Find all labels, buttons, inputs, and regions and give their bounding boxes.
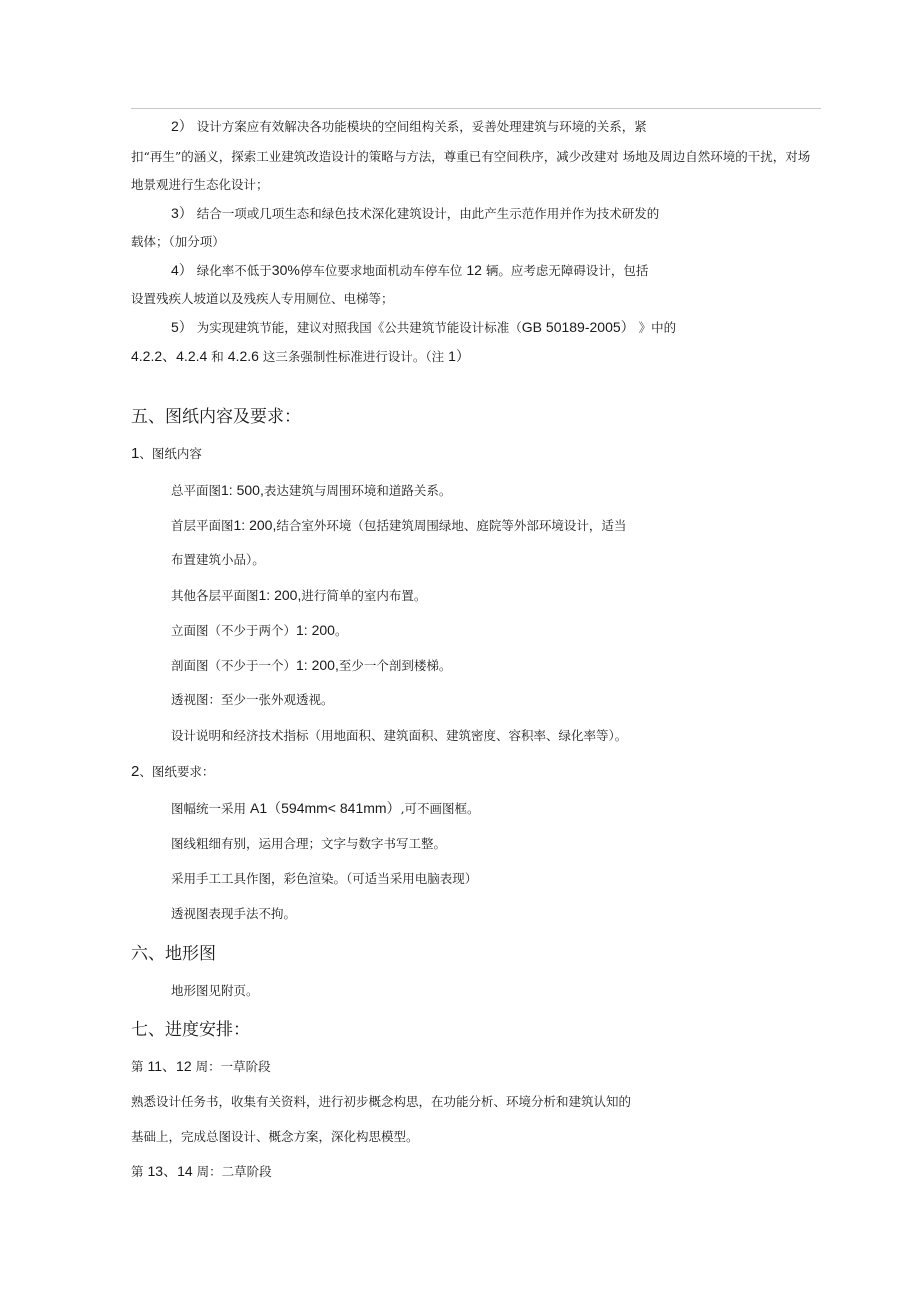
drawing-item-section: 剖面图（不少于一个）1: 200,至少一个剖到楼梯。 xyxy=(171,657,452,673)
item-3-line-2: 载体；（加分项） xyxy=(131,234,225,249)
drawing-item-description: 设计说明和经济技术指标（用地面积、建筑面积、建筑密度、容积率、绿化率等）。 xyxy=(171,728,628,743)
item-5-line-1: 5） 为实现建筑节能，建议对照我国《公共建筑节能设计标准（GB 50189-2005） 》中的 xyxy=(171,319,677,335)
requirement-perspective: 透视图表现手法不拘。 xyxy=(171,906,297,921)
schedule-week-11-12: 第 11、12 周：一草阶段 xyxy=(131,1058,271,1074)
item-4-line-2: 设置残疾人坡道以及残疾人专用厕位、电梯等； xyxy=(131,291,394,306)
section-5-1-heading: 1、图纸内容 xyxy=(131,445,202,462)
drawing-item-other-floors: 其他各层平面图1: 200,进行简单的室内布置。 xyxy=(171,587,427,603)
drawing-item-ground-floor: 首层平面图1: 200,结合室外环境（包括建筑周围绿地、庭院等外部环境设计，适当 xyxy=(171,517,627,533)
section-7-heading: 七、进度安排： xyxy=(131,1020,250,1040)
item-5-line-2: 4.2.2、4.2.4 和 4.2.6 这三条强制性标准进行设计。（注 1） xyxy=(131,348,470,364)
section-5-2-heading: 2、图纸要求： xyxy=(131,763,215,780)
item-3-line-1: 3） 结合一项或几项生态和绿色技术深化建筑设计，由此产生示范作用并作为技术研发的 xyxy=(171,205,660,221)
section-6-heading: 六、地形图 xyxy=(131,944,216,964)
drawing-item-perspective: 透视图：至少一张外观透视。 xyxy=(171,692,334,707)
requirement-sheet-size: 图幅统一采用 A1（594mm< 841mm）,可不画图框。 xyxy=(171,800,480,816)
header-rule xyxy=(131,108,821,109)
requirement-rendering: 采用手工工具作图，彩色渲染。（可适当采用电脑表现） xyxy=(171,871,478,886)
item-2-line-3: 地景观进行生态化设计； xyxy=(131,177,269,192)
item-4-line-1: 4） 绿化率不低于30%停车位要求地面机动车停车位 12 辆。应考虑无障碍设计，包括 xyxy=(171,262,649,278)
item-2-line-2: 扣“再生”的涵义，探索工业建筑改造设计的策略与方法，尊重已有空间秩序，减少改建对 场地及周边自然环境的干扰，对场 xyxy=(131,149,811,164)
item-2-line-1: 2） 设计方案应有效解决各功能模块的空间组构关系，妥善处理建筑与环境的关系，紧 xyxy=(171,118,647,134)
drawing-item-site-plan: 总平面图1: 500,表达建筑与周围环境和道路关系。 xyxy=(171,482,452,498)
section-5-heading: 五、图纸内容及要求： xyxy=(131,407,301,427)
drawing-item-elevation: 立面图（不少于两个）1: 200。 xyxy=(171,622,348,638)
schedule-week-13-14: 第 13、14 周：二草阶段 xyxy=(131,1163,272,1179)
requirement-lines: 图线粗细有别，运用合理；文字与数字书写工整。 xyxy=(171,836,447,851)
schedule-week-11-12-text-1: 熟悉设计任务书，收集有关资料，进行初步概念构思，在功能分析、环境分析和建筑认知的 xyxy=(131,1094,632,1109)
topography-note: 地形图见附页。 xyxy=(171,983,259,998)
drawing-item-ground-floor-cont: 布置建筑小品）。 xyxy=(171,552,265,567)
schedule-week-11-12-text-2: 基础上，完成总图设计、概念方案，深化构思模型。 xyxy=(131,1129,419,1144)
